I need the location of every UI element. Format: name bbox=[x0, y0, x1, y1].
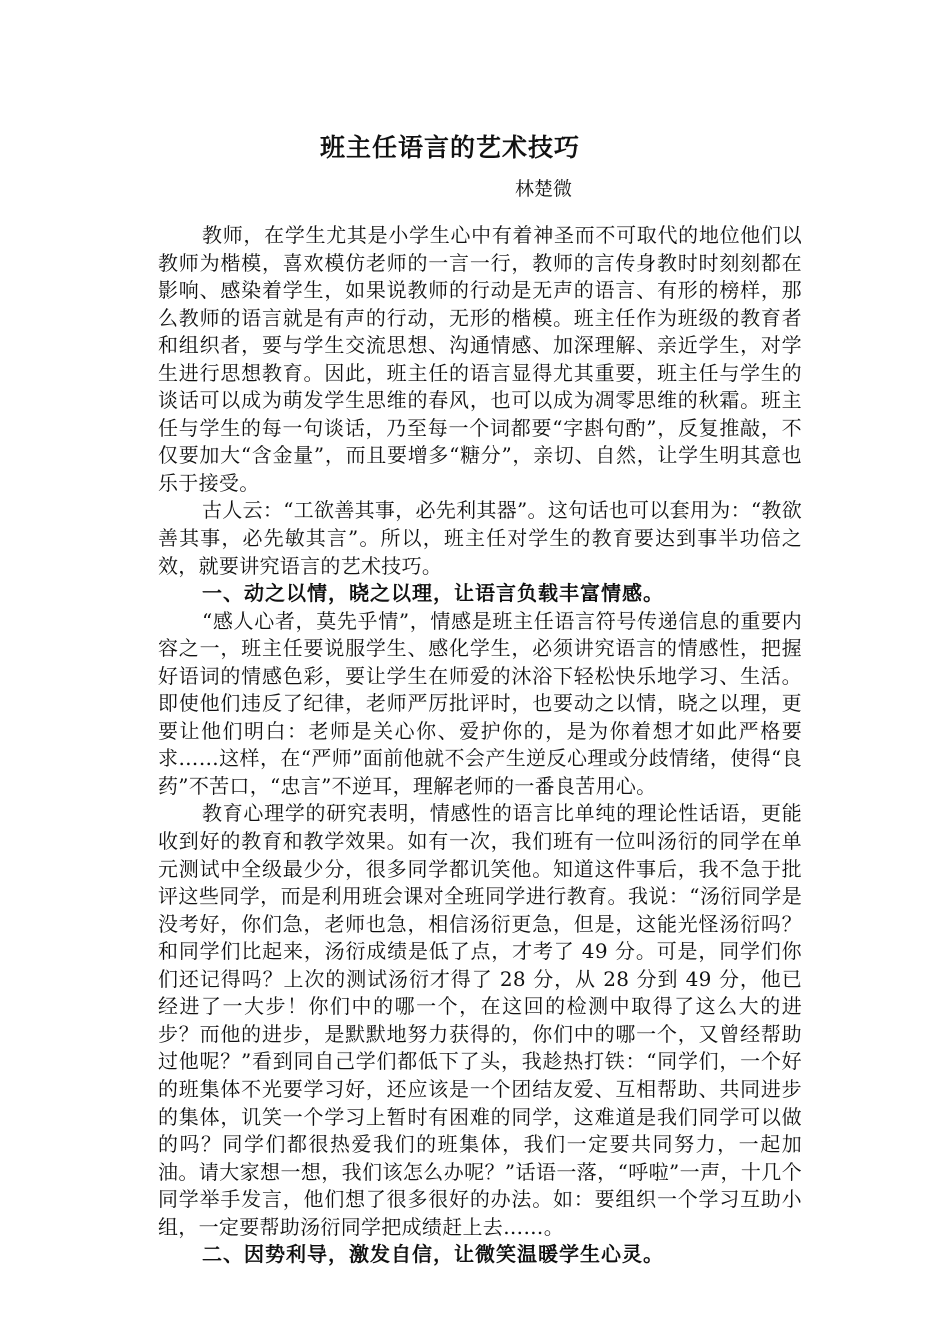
paragraph-example: 教育心理学的研究表明，情感性的语言比单纯的理论性话语，更能收到好的教育和教学效果。如有一次，我们班有一位叫汤衍的同学在单元测试中全级最少分，很多同学都讥笑他。知道这件事后，我不急于批评这些同学，而是利用班会课对全班同学进行教育。我说：“汤衍同学是没考好，你们急，老师也急，相信汤衍更急，但是，这能光怪汤衍吗？和同学们比起来，汤衍成绩是低了点，才考了 49 分。可是，同学们你们还记得吗？上次的测试汤衍才得了 28 分，从 28 分到 49 分，他已经进了一大步！你们中的哪一个，在这回的检测中取得了这么大的进步？而他的进步，是默默地努力获得的，你们中的哪一个，又曾经帮助过他呢？”看到同自己学们都低下了头，我趁热打铁：“同学们，一个好的班集体不光要学习好，还应该是一个团结友爱、互相帮助、共同进步的集体，讥笑一个学习上暂时有困难的同学，这难道是我们同学可以做的吗？同学们都很热爱我们的班集体，我们一定要共同努力，一起加油。请大家想一想，我们该怎么办呢？”话语一落，“呼啦”一声，十几个同学举手发言，他们想了很多很好的办法。如：要组织一个学习互助小组，一定要帮助汤衍同学把成绩赶上去……。 bbox=[158, 801, 802, 1239]
paragraph-emotion: “感人心者，莫先乎情”，情感是班主任语言符号传递信息的重要内容之一，班主任要说服学生、感化学生，必须讲究语言的情感性，把握好语词的情感色彩，要让学生在师爱的沐浴下轻松快乐地学习、生活。即使他们违反了纪律，老师严厉批评时，也要动之以情，晓之以理，更要让他们明白：老师是关心你、爱护你的，是为你着想才如此严格要求……这样，在“严师”面前他就不会产生逆反心理或分歧情绪，使得“良药”不苦口，“忠言”不逆耳，理解老师的一番良苦用心。 bbox=[158, 608, 802, 798]
document-title: 班主任语言的艺术技巧 bbox=[319, 133, 580, 162]
section-heading-1: 一、动之以情，晓之以理，让语言负载丰富情感。 bbox=[202, 581, 664, 606]
paragraph-intro: 教师，在学生尤其是小学生心中有着神圣而不可取代的地位他们以教师为楷模，喜欢模仿老师的一言一行，教师的言传身教时时刻刻都在影响、感染着学生，如果说教师的行动是无声的语言、有形的榜样，那么教师的语言就是有声的行动，无形的楷模。班主任作为班级的教育者和组织者，要与学生交流思想、沟通情感、加深理解、亲近学生，对学生进行思想教育。因此，班主任的语言显得尤其重要，班主任与学生的谈话可以成为萌发学生思维的春风，也可以成为凋零思维的秋霜。班主任与学生的每一句谈话，乃至每一个词都要“字斟句酌”，反复推敲，不仅要加大“含金量”，而且要增多“糖分”，亲切、自然，让学生明其意也乐于接受。 bbox=[158, 223, 802, 495]
section-heading-2: 二、因势利导，激发自信，让微笑温暖学生心灵。 bbox=[202, 1242, 664, 1267]
paragraph-quote: 古人云：“工欲善其事，必先利其器”。这句话也可以套用为：“教欲善其事，必先敏其言”。所以，班主任对学生的教育要达到事半功倍之效，就要讲究语言的艺术技巧。 bbox=[158, 498, 802, 578]
document-author: 林楚微 bbox=[515, 178, 573, 200]
document-body bbox=[158, 222, 802, 1269]
